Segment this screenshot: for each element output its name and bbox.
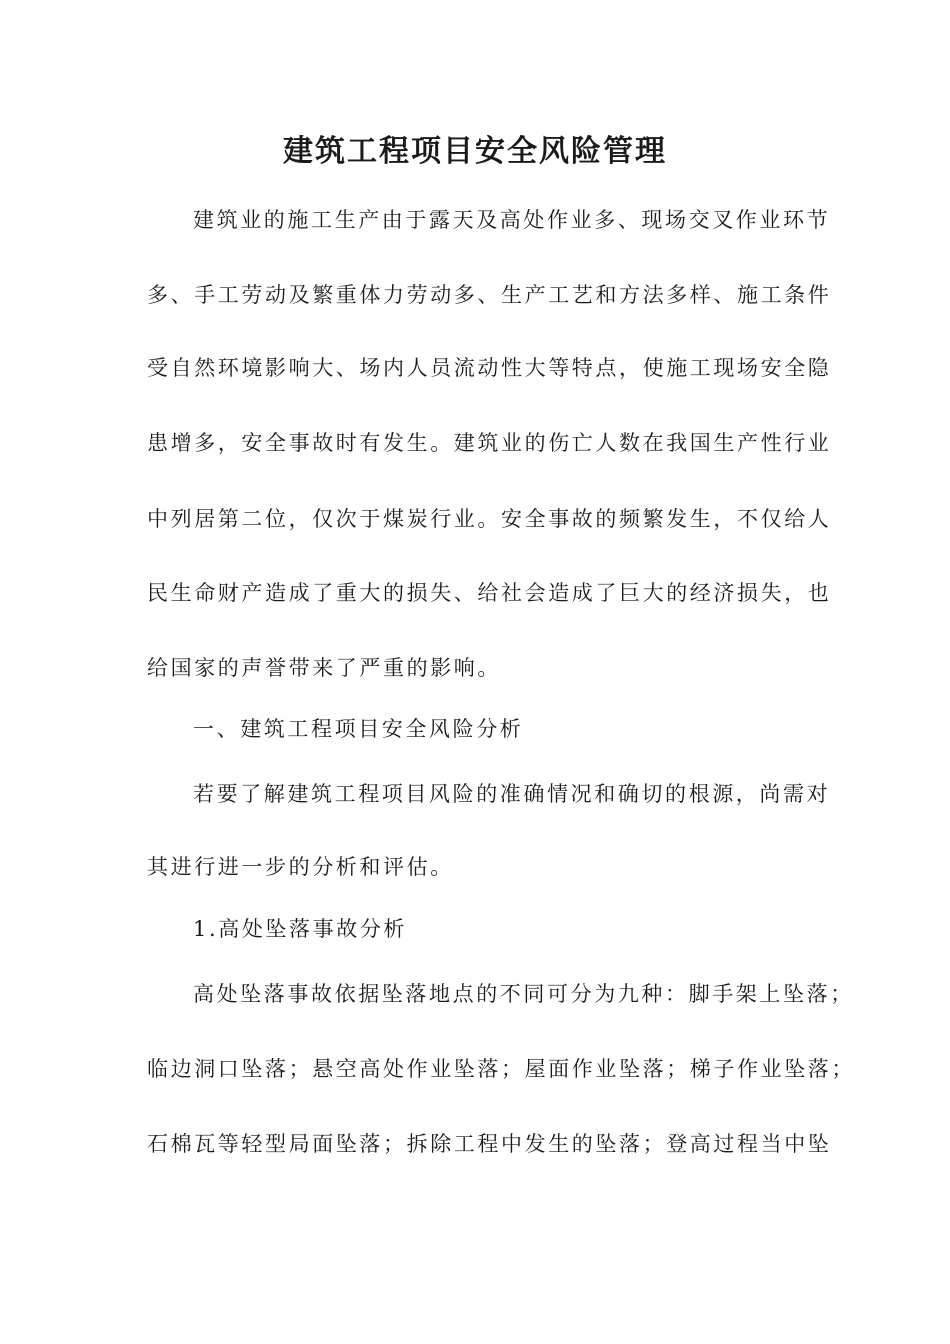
section-heading: 一、建筑工程项目安全风险分析 [193,717,524,741]
paragraph-line: 临边洞口坠落；悬空高处作业坠落；屋面作业坠落；梯子作业坠落； [147,1057,855,1081]
paragraph-line: 给国家的声誉带来了严重的影响。 [147,656,501,680]
subsection-heading: 1.高处坠落事故分析 [193,917,408,941]
paragraph-line: 其进行进一步的分析和评估。 [147,855,454,879]
paragraph-line: 建筑业的施工生产由于露天及高处作业多、现场交叉作业环节 [193,208,831,232]
paragraph-line: 高处坠落事故依据坠落地点的不同可分为九种：脚手架上坠落； [193,982,854,1006]
paragraph-line: 多、手工劳动及繁重体力劳动多、生产工艺和方法多样、施工条件 [147,283,832,307]
document-title: 建筑工程项目安全风险管理 [283,134,667,169]
paragraph-line: 若要了解建筑工程项目风险的准确情况和确切的根源，尚需对 [193,782,831,806]
paragraph-line: 中列居第二位，仅次于煤炭行业。安全事故的频繁发生，不仅给人 [147,507,832,531]
paragraph-line: 石棉瓦等轻型局面坠落；拆除工程中发生的坠落；登高过程当中坠 [147,1132,832,1156]
paragraph-line: 受自然环境影响大、场内人员流动性大等特点，使施工现场安全隐 [147,356,832,380]
paragraph-line: 患增多，安全事故时有发生。建筑业的伤亡人数在我国生产性行业 [147,431,832,455]
paragraph-line: 民生命财产造成了重大的损失、给社会造成了巨大的经济损失，也 [147,581,832,605]
